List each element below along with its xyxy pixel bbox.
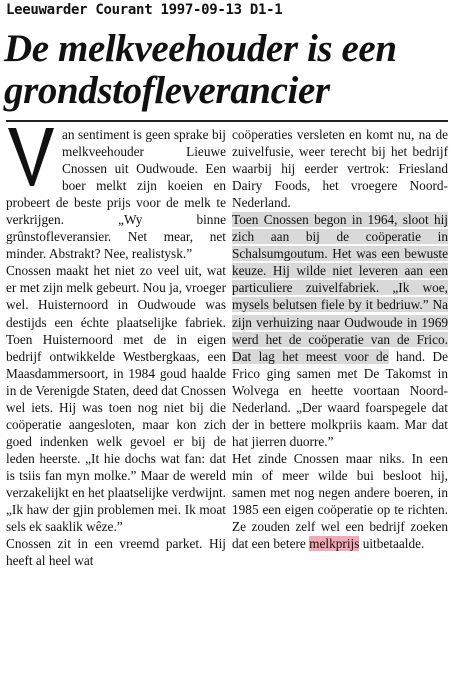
article-column-1 xyxy=(6,126,226,569)
text-run: Het zinde Cnossen maar niks. In een min of meer wilde bui besloot hij, samen met nog negen andere boeren, in 1985 een eigen coöperatie op te richten. Ze zouden zelf wel een bedrijf zoeken dat een betere xyxy=(232,450,448,552)
text-run: hand. De Frico ging samen met De Takomst in Wolvega en heette voortaan Noord-Nederland. „Der waard foarspegele dat der in bettere molkpriis kaam. Mar dat hat jierren duorre.” xyxy=(232,348,449,449)
paragraph: coöperaties versleten en komt nu, na de zuivelfusie, weer terecht bij het bedrijf waarbij hij eerder vertrok: Friesland Dairy Foods, het vroegere Noord-Nederland. xyxy=(232,127,448,211)
newspaper-source-line: Leeuwarder Courant 1997-09-13 D1-1 xyxy=(6,2,283,18)
paragraph: Cnossen zit in een vreemd parket. Hij heeft al heel wat xyxy=(6,536,226,569)
marked-passage: Toen Cnossen begon in 1964, sloot hij zich aan bij de coöperatie in Schalsumgoutum. Het was een bewuste keuze. Hij wilde niet leveren aan een particuliere zuivelfabriek. „Ik woe, mysels belutsen fiele by it bedriuw.” Na zijn verhuizing naar Oudwoude in 1969 werd het de coöperatie van de Frico. Dat lag het meest voor de xyxy=(232,212,448,364)
paragraph xyxy=(232,211,448,450)
headline-divider xyxy=(6,120,448,122)
highlighted-word: melkprijs xyxy=(309,536,360,552)
paragraph xyxy=(232,450,448,552)
article-headline: De melkveehouder is een grondstofleverancier xyxy=(4,27,397,112)
paragraph: Cnossen maakt het niet zo veel uit, wat er met zijn melk gebeurt. Nou ja, vroeger wel. Huisternoord in Oudwoude was destijds een échte plaatselijke fabriek. Toen Huisternoord met de in eigen bedrijf ontwikkelde Westbergkaas, een Maasdammersoort, in 1984 goud haalde in de Verenigde Staten, deed dat Cnossen wel iets. Hij was toen nog niet bij die coöperatie aangesloten, maar kon zich goed indenken welk gevoel er bij de leden heerste. „It hie dochs wat fan: dat is tsiis fan myn molke.” Maar de wereld verzakelijkt en het plaatselijke verdwijnt. „Ik haw der gjin problemen mei. Ik moat sels ek saaklik wêze.” xyxy=(6,263,226,535)
dropcap-letter xyxy=(6,126,56,188)
text-run: uitbetaalde. xyxy=(359,536,425,552)
article-column-2 xyxy=(232,126,448,552)
paragraph: an sentiment is geen sprake bij melkveehouder Lieuwe Cnossen uit Oudwoude. Een boer melkt zijn koeien en probeert de beste prijs voor de melk te verkrijgen. „Wy binne grûnstofleveransier. Net mear, net minder. Abstrakt? Nee, realistysk.” xyxy=(6,127,226,262)
